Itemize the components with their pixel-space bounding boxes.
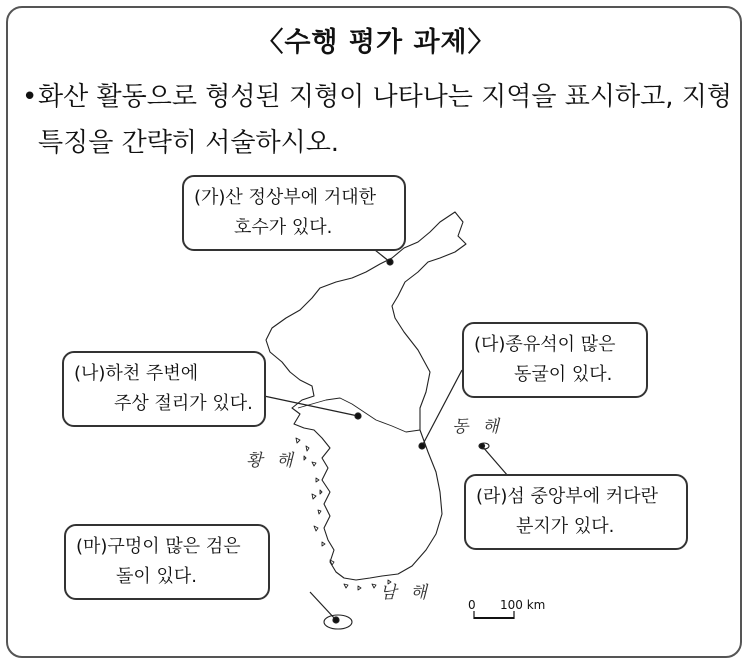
callout-ma-line-1: (마)구멍이 많은 검은 [76,536,241,557]
prompt-line-1: 화산 활동으로 형성된 지형이 나타나는 지역을 표시하고, 지형 [38,82,733,112]
prompt-line-2: 특징을 간략히 서술하시오. [38,128,340,158]
callout-na-line-2: 주상 절리가 있다. [114,393,253,414]
scale-bar [474,611,514,619]
bullet: • [22,82,38,112]
callout-ga-line-2: 호수가 있다. [234,217,333,238]
callout-ma-line-2: 돌이 있다. [116,566,197,587]
callout-ra [464,474,688,550]
callout-na-line-1: (나)하천 주변에 [74,363,199,384]
callout-ra-line-1: (라)섬 중앙부에 커다란 [476,486,658,507]
callout-ra-line-2: 분지가 있다. [516,516,615,537]
scale-distance-label: 100 km [500,598,546,612]
south-sea-label: 남해 [380,583,441,603]
callout-da [462,322,648,398]
callout-ma [64,524,270,600]
page-title: 〈수행 평가 과제〉 [256,27,496,58]
callout-na [62,351,266,427]
callout-da-line-1: (다)종유석이 많은 [474,334,616,355]
scale-zero-label: 0 [468,598,476,612]
east-sea-label: 동해 [452,417,513,437]
callout-ga-line-1: (가)산 정상부에 거대한 [194,187,376,208]
callout-ga [182,175,406,251]
yellow-sea-label: 황해 [246,451,307,471]
peninsula-coastline [266,212,466,580]
callout-da-line-2: 동굴이 있다. [514,364,613,385]
